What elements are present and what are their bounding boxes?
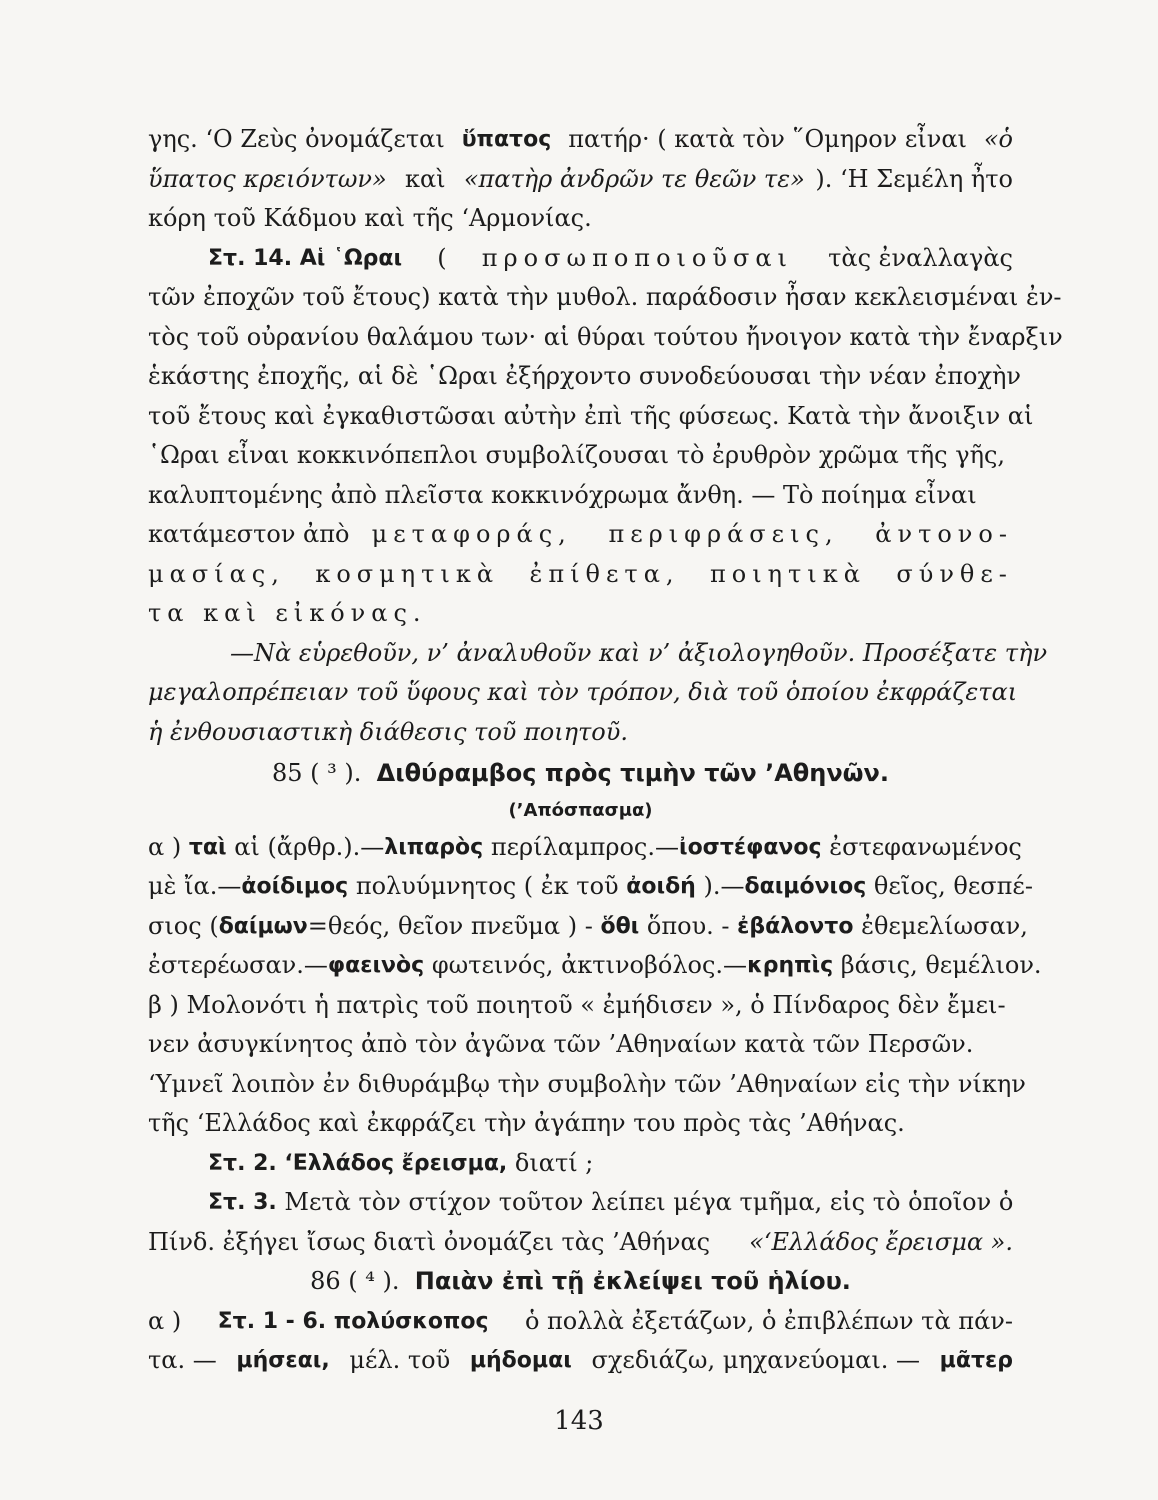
text-segment: ῾Ωραι εἶναι κοκκινόπεπλοι συμβολίζουσαι τὸ ἐρυθρὸν χρῶμα τῆς γῆς,	[148, 441, 1006, 469]
heading-85-subtitle: (’Απόσπασμα)	[508, 799, 653, 821]
text-segment: μέλ. τοῦ	[341, 1346, 458, 1374]
text-line	[148, 199, 1013, 239]
text-segment: καλυπτομένης ἀπὸ πλεῖστα κοκκινόχρωμα ἄνθη. — Τὸ ποίημα εἶναι	[148, 480, 977, 509]
text-segment: δαίμων	[218, 913, 308, 939]
text-line	[148, 946, 1042, 986]
text-line	[148, 828, 1022, 868]
page-body	[148, 120, 1063, 1381]
text-segment: «‘Ελλάδος ἔρεισμα ».	[749, 1227, 1013, 1256]
text-segment: κατάμεστον ἀπὸ	[148, 520, 358, 548]
text-segment: τῶν ἐποχῶν τοῦ ἔτους) κατὰ τὴν μυθολ. παράδοσιν ἦσαν κεκλεισμέναι ἐν-	[148, 283, 1062, 311]
text-segment: πολυύμνητος ( ἐκ τοῦ	[348, 872, 627, 900]
text-segment: ἰοστέφανος	[679, 834, 822, 860]
text-line	[148, 515, 1013, 555]
text-line	[148, 555, 1013, 595]
text-segment: ἐθεμελίωσαν,	[853, 911, 1028, 940]
text-segment: ἀντονο-	[875, 520, 1013, 548]
text-segment: ‘Υμνεῖ λοιπὸν ἐν διθυράμβῳ τὴν συμβολὴν τῶν ’Αθηναίων εἰς τὴν νίκην	[148, 1069, 1026, 1098]
text-segment: γης. ‘Ο Ζεὺς ὀνομάζεται	[148, 125, 453, 153]
text-line	[148, 318, 1063, 358]
text-line	[148, 594, 1013, 634]
text-segment: μᾶτερ	[939, 1348, 1013, 1373]
text-line	[148, 1104, 1013, 1144]
text-segment: σύνθε-	[896, 559, 1013, 588]
text-segment: προσωποποιοῦσαι	[481, 243, 793, 272]
text-segment: μεγαλοπρέπειαν τοῦ ὕφους καὶ τὸν τρόπον, διὰ τοῦ ὁποίου ἐκφράζεται	[148, 678, 1018, 706]
text-segment: «ὁ	[983, 125, 1013, 153]
text-line	[148, 278, 1062, 318]
text-segment: περιφράσεις,	[608, 520, 839, 548]
text-segment: λιπαρὸς	[384, 834, 484, 860]
text-segment: μήδομαι	[469, 1348, 572, 1373]
text-line	[148, 436, 1013, 476]
paragraph-86	[148, 1302, 1013, 1381]
text-segment: κοσμητικὰ	[315, 559, 500, 588]
text-line	[148, 357, 1021, 397]
text-segment: ἀοίδιμος	[241, 874, 349, 899]
text-segment: τὰς ἐναλλαγὰς	[820, 243, 1013, 272]
text-line	[148, 397, 1034, 437]
text-segment: Στ. 3.	[208, 1190, 277, 1215]
text-line	[148, 239, 1013, 279]
text-segment: φωτεινός, ἀκτινοβόλος.—	[424, 951, 748, 979]
text-segment: =θεός, θεῖον πνεῦμα ) -	[307, 911, 601, 940]
text-segment: Πίνδ. ἐξήγει ἴσως διατὶ ὀνομάζει τὰς ’Αθήνας	[148, 1227, 718, 1256]
text-segment: «πατὴρ ἀνδρῶν τε θεῶν τε»	[463, 164, 805, 193]
text-segment: ἡ ἐνθουσιαστικὴ διάθεσις τοῦ ποιητοῦ.	[148, 717, 628, 746]
text-segment: ἐστεφανωμένος	[821, 832, 1022, 861]
text-segment: καὶ	[397, 164, 454, 193]
text-line	[148, 673, 1018, 713]
text-line	[148, 120, 1013, 160]
text-segment: ποιητικὰ	[710, 559, 866, 588]
page-number: 143	[554, 1406, 604, 1436]
text-segment: μὲ ἴα.—	[148, 872, 242, 900]
text-segment: θεῖος, θεσπέ-	[866, 872, 1033, 900]
text-segment: ὅθι	[600, 913, 640, 939]
heading-86	[148, 1262, 1013, 1302]
text-segment: ).—	[695, 872, 745, 900]
text-segment: ὅπου. -	[639, 911, 738, 940]
text-line	[148, 1223, 1013, 1263]
text-segment: —Νὰ εὑρεθοῦν, ν’ ἀναλυθοῦν καὶ ν’ ἀξιολογηθοῦν. Προσέξατε τὴν	[230, 638, 1048, 667]
text-segment: α )	[148, 1306, 189, 1335]
text-segment: ). ‘Η Σεμέλη ἦτο	[815, 164, 1013, 193]
text-line	[148, 907, 1028, 947]
text-segment: διατί ;	[507, 1148, 594, 1177]
text-segment: β ) Μολονότι ἡ πατρὶς τοῦ ποιητοῦ « ἐμήδισεν », ὁ Πίνδαρος δὲν ἔμει-	[148, 990, 1006, 1019]
text-line	[148, 867, 1033, 907]
text-segment: βάσις, θεμέλιον.	[833, 951, 1042, 979]
text-line	[148, 476, 1013, 516]
text-segment: Μετὰ τὸν στίχον τοῦτον λείπει μέγα τμῆμα, εἰς τὸ ὁποῖον ὁ	[276, 1188, 1014, 1216]
text-segment	[853, 515, 861, 555]
text-segment: μήσεαι,	[236, 1348, 330, 1373]
text-segment: (	[429, 243, 455, 272]
text-segment: σιος (	[148, 911, 219, 940]
text-segment: ὕπατος κρειόντων»	[148, 164, 387, 193]
text-line	[148, 1341, 1013, 1381]
text-segment: τοῦ ἔτους καὶ ἐγκαθιστῶσαι αὐτὴν ἐπὶ τῆς φύσεως. Κατὰ τὴν ἄνοιξιν αἱ	[148, 401, 1034, 430]
text-line	[148, 713, 1013, 753]
text-segment	[586, 515, 594, 555]
text-segment: μεταφοράς,	[371, 520, 572, 548]
text-segment: πατήρ· ( κατὰ τὸν ῞Ομηρον εἶναι	[560, 125, 975, 153]
text-line	[148, 1144, 1013, 1184]
text-segment: δαιμόνιος	[744, 874, 867, 899]
heading-86-number: 86 ( ⁴ ).	[310, 1267, 400, 1295]
text-line	[148, 634, 1048, 674]
text-segment: ἐβάλοντο	[737, 913, 854, 939]
text-line	[148, 160, 1013, 200]
text-line	[148, 1183, 1013, 1223]
text-segment: ἐστερέωσαν.—	[148, 951, 328, 979]
text-segment: κρηπὶς	[747, 953, 834, 978]
text-segment: Στ. 1 - 6. πολύσκοπος	[217, 1308, 489, 1334]
text-segment	[296, 555, 304, 595]
text-segment: κόρη τοῦ Κάδμου καὶ τῆς ‘Αρμονίας.	[148, 204, 592, 232]
heading-85-number: 85 ( ³ ).	[271, 759, 362, 787]
text-segment: τα. —	[148, 1346, 225, 1374]
text-segment: νεν ἀσυγκίνητος ἀπὸ τὸν ἀγῶνα τῶν ’Αθηναίων κατὰ τῶν Περσῶν.	[148, 1030, 974, 1058]
text-segment: Στ. 2. ‘Ελλάδος ἔρεισμα,	[208, 1150, 508, 1176]
text-segment	[510, 555, 518, 595]
paragraph-horae	[148, 120, 1063, 634]
paragraph-85	[148, 828, 1042, 1263]
text-segment: α )	[148, 832, 189, 861]
text-line	[148, 986, 1013, 1026]
heading-85	[148, 754, 1013, 794]
text-segment: μασίας,	[148, 559, 285, 588]
text-segment: ἐπίθετα,	[529, 559, 680, 588]
text-segment: ὕπατος	[461, 127, 552, 152]
text-segment: ἑκάστης ἐποχῆς, αἱ δὲ ῾Ωραι ἐξήρχοντο συνοδεύουσαι τὴν νέαν ἐποχὴν	[148, 362, 1021, 390]
text-segment: τὸς τοῦ οὐρανίου θαλάμου των· αἱ θύραι τούτου ἤνοιγον κατὰ τὴν ἔναρξιν	[148, 322, 1063, 351]
text-segment: ὁ πολλὰ ἐξετάζων, ὁ ἐπιβλέπων τὰ πάν-	[517, 1306, 1013, 1335]
text-segment: αἱ (ἄρθρ.).—	[226, 832, 385, 861]
text-line	[148, 1302, 1013, 1342]
heading-85-subtitle-line	[148, 794, 1013, 828]
text-segment	[877, 555, 885, 595]
text-segment: τῆς ‘Ελλάδος καὶ ἐκφράζει τὴν ἀγάπην του πρὸς τὰς ’Αθήνας.	[148, 1109, 905, 1137]
text-segment: φαεινὸς	[327, 953, 425, 978]
text-line	[148, 1065, 1026, 1105]
text-segment: ταὶ	[188, 834, 227, 860]
text-segment: Στ. 14. Αἱ ῾Ωραι	[208, 245, 403, 271]
text-segment: σχεδιάζω, μηχανεύομαι. —	[583, 1346, 928, 1374]
heading-86-title: Παιὰν ἐπὶ τῇ ἐκλείψει τοῦ ἡλίου.	[414, 1267, 851, 1295]
text-segment: ἀοιδή	[626, 874, 696, 899]
text-segment	[691, 555, 699, 595]
text-segment: τα καὶ εἰκόνας.	[148, 599, 427, 627]
heading-85-title: Διθύραμβος πρὸς τιμὴν τῶν ’Αθηνῶν.	[376, 759, 890, 787]
paragraph-quote	[148, 634, 1048, 753]
text-line	[148, 1025, 1013, 1065]
text-segment: περίλαμπρος.—	[483, 832, 679, 861]
